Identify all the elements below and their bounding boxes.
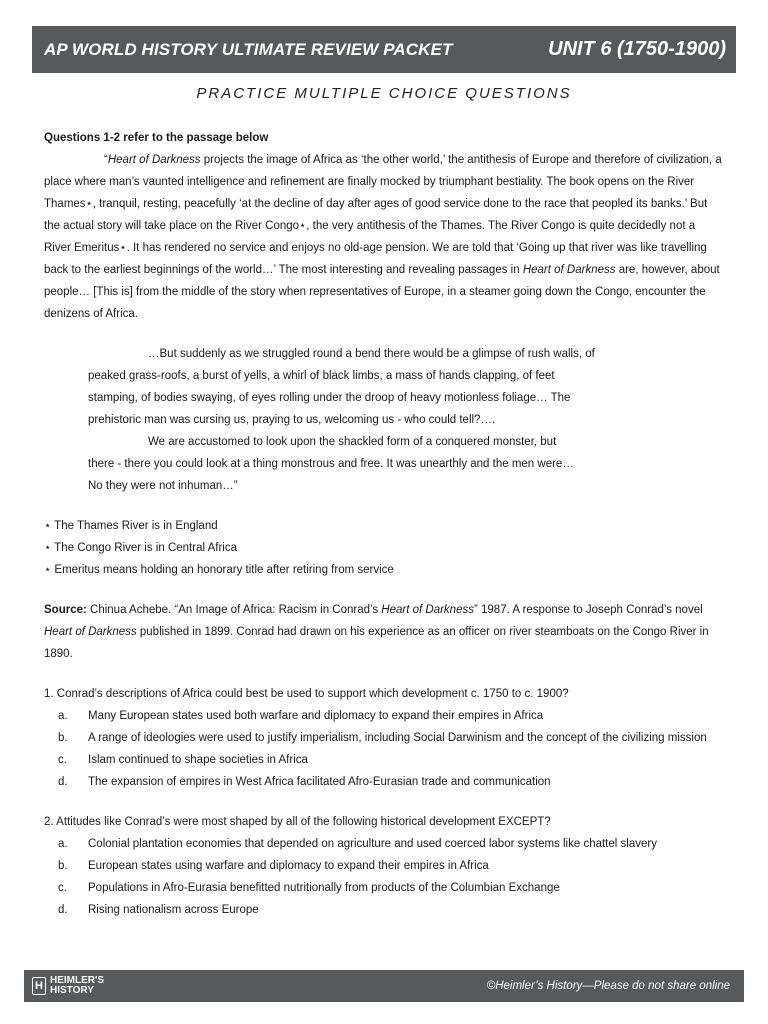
footnote: ⋆ Emeritus means holding an honorary title after retiring from service xyxy=(44,564,394,576)
option-text: Many European states used both warfare and diplomacy to expand their empires in Africa xyxy=(88,710,544,722)
source-text: ” 1987. A response to Joseph Conrad’s novel xyxy=(473,604,703,616)
option-letter: d. xyxy=(58,904,68,916)
logo-text xyxy=(50,976,104,996)
answer-option[interactable] xyxy=(44,877,724,899)
passage-book-title: Heart of Darkness xyxy=(107,154,201,166)
footnotes xyxy=(44,515,724,581)
passage-open-quote: “ xyxy=(104,154,108,166)
option-letter: a. xyxy=(58,838,68,850)
logo-mark-icon: H xyxy=(32,977,46,995)
option-letter: b. xyxy=(58,732,68,744)
page-header xyxy=(32,26,736,73)
option-text: A range of ideologies were used to justify imperialism, including Social Darwinism and the concept of the civilizing mission xyxy=(88,732,707,744)
quote-line: No they were not inhuman…” xyxy=(88,480,238,492)
passage-paragraph xyxy=(44,149,724,325)
quote-line: stamping, of bodies swaying, of eyes rolling under the droop of heavy motionless foliage… The xyxy=(88,392,571,404)
block-quote xyxy=(88,343,724,497)
source-book-title: Heart of Darkness xyxy=(381,604,474,616)
heimlers-history-logo xyxy=(32,976,104,996)
footnote: ⋆ The Congo River is in Central Africa xyxy=(44,542,237,554)
source-book-title: Heart of Darkness xyxy=(44,626,137,638)
logo-line: HISTORY xyxy=(50,985,94,996)
document-body xyxy=(44,127,724,921)
answer-option[interactable] xyxy=(44,899,724,921)
option-text: Islam continued to shape societies in Africa xyxy=(88,754,308,766)
source-text: published in 1899. Conrad had drawn on his experience as an officer on river steamboats on the Congo River in 1890. xyxy=(44,626,709,660)
page-footer xyxy=(24,970,744,1002)
quote-line: peaked grass-roofs, a burst of yells, a whirl of black limbs, a mass of hands clapping, of feet xyxy=(88,370,555,382)
passage-book-title: Heart of Darkness xyxy=(522,264,616,276)
question-2 xyxy=(44,811,724,921)
option-letter: c. xyxy=(58,882,67,894)
packet-title: AP WORLD HISTORY ULTIMATE REVIEW PACKET xyxy=(44,39,453,59)
unit-label: UNIT 6 (1750-1900) xyxy=(548,38,726,60)
answer-option[interactable] xyxy=(44,749,724,771)
question-stem: 1. Conrad’s descriptions of Africa could best be used to support which development c. 1750 to c. 1900? xyxy=(44,688,569,700)
answer-option[interactable] xyxy=(44,855,724,877)
quote-line: …But suddenly as we struggled round a bend there would be a glimpse of rush walls, of xyxy=(148,348,595,360)
option-text: The expansion of empires in West Africa facilitated Afro-Eurasian trade and communication xyxy=(88,776,551,788)
option-text: European states using warfare and diplomacy to expand their empires in Africa xyxy=(88,860,489,872)
passage-text: projects the image of Africa as ‘the other world,’ the antithesis of Europe and therefore of civilization, a place where man’s vaunted intelligence and refinement are finally mocked by triumphant bestiality. The book opens on the River Thames⋆, tranquil, resting, peacefully ‘at the decline of day after ages of good service done to the race that peopled its banks.’ But the actual story will take place on the River Congo⋆, the very antithesis of the Thames. The River Congo is quite decidedly not a River Emeritus⋆. It has rendered no service and enjoys no old-age pension. We are told that ‘Going up that river was like travelling back to the earliest beginnings of the world…’ The most interesting and revealing passages in xyxy=(44,154,722,276)
option-text: Colonial plantation economies that depended on agriculture and used coerced labor systems like chattel slavery xyxy=(88,838,657,850)
option-letter: c. xyxy=(58,754,67,766)
passage-text: are, however, about people… [This is] from the middle of the story when representatives of Europe, in a steamer going down the Congo, encounter the denizens of Africa. xyxy=(44,264,720,320)
question-1 xyxy=(44,683,724,793)
option-letter: d. xyxy=(58,776,68,788)
option-letter: a. xyxy=(58,710,68,722)
answer-option[interactable] xyxy=(44,727,724,749)
logo-line: HEIMLER'S xyxy=(50,975,105,986)
source-text: Chinua Achebe. “An Image of Africa: Racism in Conrad’s xyxy=(86,604,382,616)
source-citation xyxy=(44,599,724,665)
answer-option[interactable] xyxy=(44,833,724,855)
copyright-notice: ©Heimler’s History—Please do not share online xyxy=(486,980,730,992)
option-letter: b. xyxy=(58,860,68,872)
quote-line: prehistoric man was cursing us, praying to us, welcoming us - who could tell?…. xyxy=(88,414,496,426)
quote-line: there - there you could look at a thing monstrous and free. It was unearthly and the men were… xyxy=(88,458,574,470)
section-title: PRACTICE MULTIPLE CHOICE QUESTIONS xyxy=(196,85,572,102)
footnote: ⋆ The Thames River is in England xyxy=(44,520,218,532)
option-text: Populations in Afro-Eurasia benefitted nutritionally from products of the Columbian Exchange xyxy=(88,882,560,894)
questions-heading: Questions 1-2 refer to the passage below xyxy=(44,132,269,144)
question-stem: 2. Attitudes like Conrad’s were most shaped by all of the following historical development EXCEPT? xyxy=(44,816,551,828)
quote-line: We are accustomed to look upon the shackled form of a conquered monster, but xyxy=(148,436,557,448)
answer-option[interactable] xyxy=(44,705,724,727)
option-text: Rising nationalism across Europe xyxy=(88,904,259,916)
source-label: Source: xyxy=(44,604,87,616)
answer-option[interactable] xyxy=(44,771,724,793)
